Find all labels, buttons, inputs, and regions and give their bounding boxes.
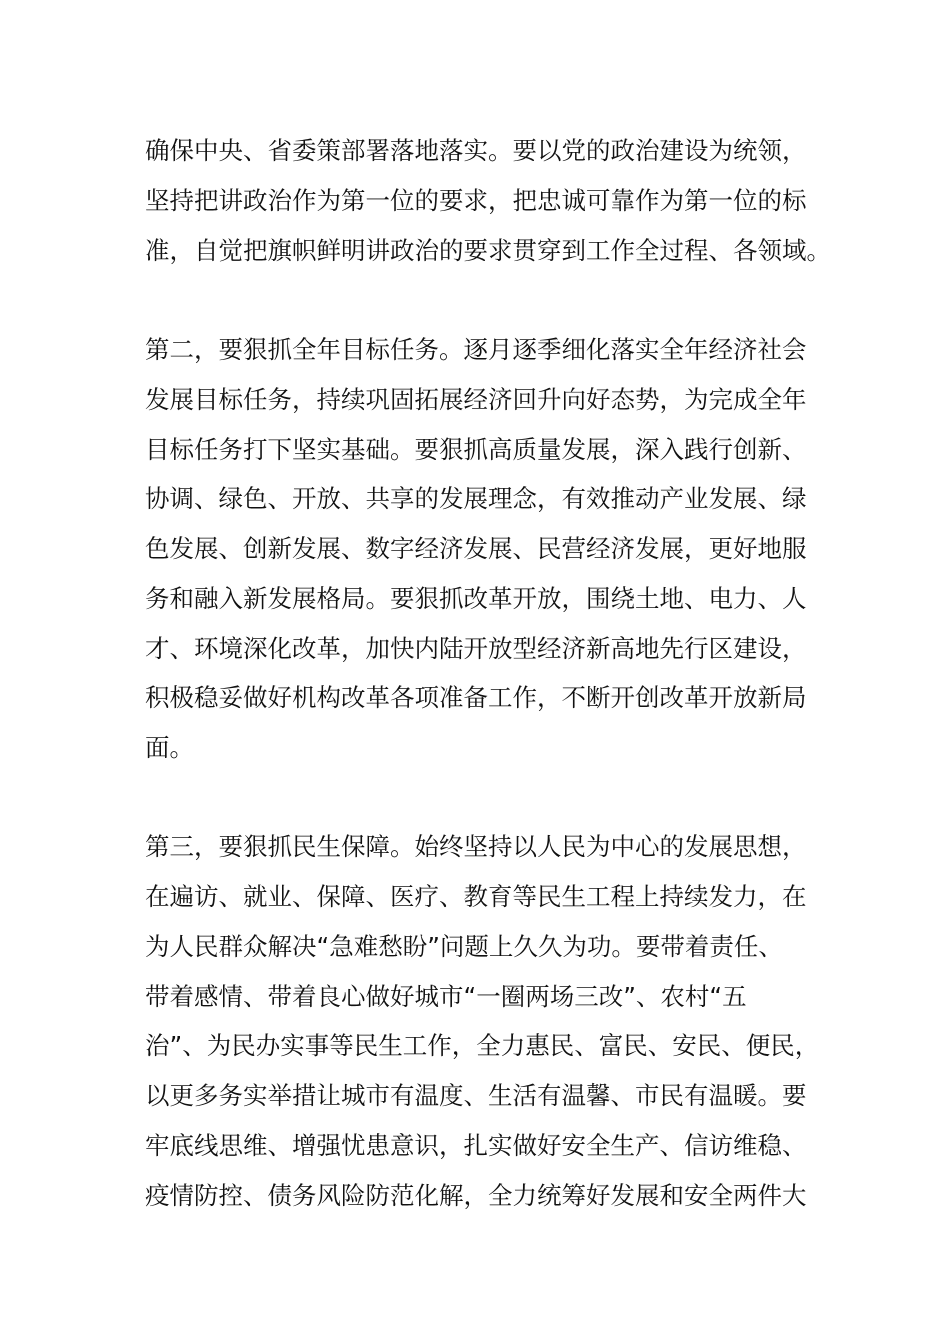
paragraph-3-line-7: 牢底线思维、增强忧患意识，扎实做好安全生产、信访维稳、 [145, 1131, 807, 1160]
paragraph-1-line-3: 准，自觉把旗帜鲜明讲政治的要求贯穿到工作全过程、各领域。 [145, 236, 831, 265]
paragraph-2-line-5: 色发展、创新发展、数字经济发展、民营经济发展，更好地服 [145, 534, 807, 563]
paragraph-3-line-4: 带着感情、带着良心做好城市“一圈两场三改”、农村“五 [145, 982, 747, 1011]
paragraph-2-line-7: 才、环境深化改革，加快内陆开放型经济新高地先行区建设， [145, 634, 807, 663]
paragraph-2-line-4: 协调、绿色、开放、共享的发展理念，有效推动产业发展、绿 [145, 484, 807, 513]
paragraph-2-line-8: 积极稳妥做好机构改革各项准备工作，不断开创改革开放新局 [145, 683, 807, 712]
paragraph-2-line-3: 目标任务打下坚实基础。要狠抓高质量发展，深入践行创新、 [145, 435, 807, 464]
paragraph-1-line-1: 确保中央、省委策部署落地落实。要以党的政治建设为统领， [145, 136, 807, 165]
paragraph-3-line-3: 为人民群众解决“急难愁盼”问题上久久为功。要带着责任、 [145, 932, 783, 961]
paragraph-2-line-2: 发展目标任务，持续巩固拓展经济回升向好态势，为完成全年 [145, 385, 807, 414]
paragraph-3-line-2: 在遍访、就业、保障、医疗、教育等民生工程上持续发力，在 [145, 882, 807, 911]
paragraph-3-line-5: 治”、为民办实事等民生工作，全力惠民、富民、安民、便民， [145, 1031, 820, 1060]
paragraph-2-line-9: 面。 [145, 733, 194, 762]
paragraph-3-line-8: 疫情防控、债务风险防范化解，全力统筹好发展和安全两件大 [145, 1181, 807, 1210]
paragraph-1-line-2: 坚持把讲政治作为第一位的要求，把忠诚可靠作为第一位的标 [145, 186, 807, 215]
paragraph-3-line-6: 以更多务实举措让城市有温度、生活有温馨、市民有温暖。要 [145, 1081, 807, 1110]
paragraph-3-line-1: 第三，要狠抓民生保障。始终坚持以人民为中心的发展思想， [145, 832, 807, 861]
paragraph-2-line-6: 务和融入新发展格局。要狠抓改革开放，围绕土地、电力、人 [145, 584, 807, 613]
paragraph-2-line-1: 第二，要狠抓全年目标任务。逐月逐季细化落实全年经济社会 [145, 335, 807, 364]
